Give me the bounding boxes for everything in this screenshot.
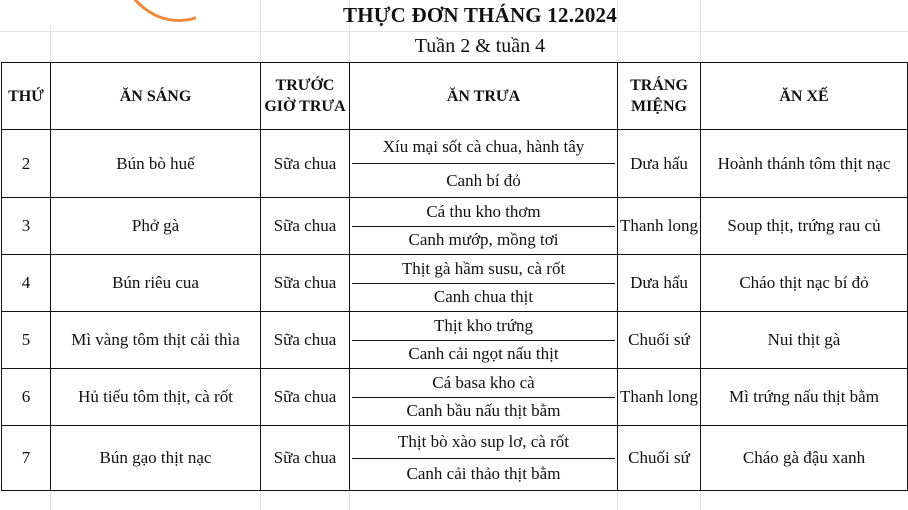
cell-breakfast: Hủ tiếu tôm thịt, cà rốt: [51, 369, 261, 426]
lunch-main-dish: Thịt gà hầm susu, cà rốt: [352, 255, 615, 284]
table-row: [2, 312, 908, 369]
table-row: [2, 130, 908, 198]
cell-snack: Mì trứng nấu thịt bằm: [701, 369, 908, 426]
table-row: [2, 255, 908, 312]
cell-before-lunch: Sữa chua: [261, 369, 350, 426]
table-row: [2, 369, 908, 426]
cell-lunch: [350, 426, 618, 491]
cell-dessert: Chuối sứ: [618, 312, 701, 369]
cell-dessert: Thanh long: [618, 198, 701, 255]
header-lunch: ĂN TRƯA: [350, 63, 618, 130]
logo: [50, 0, 196, 24]
cell-snack: Hoành thánh tôm thịt nạc: [701, 130, 908, 198]
lunch-main-dish: Thịt bò xào sup lơ, cà rốt: [352, 426, 615, 459]
cell-day: 6: [2, 369, 51, 426]
cell-day: 7: [2, 426, 51, 491]
cell-snack: Soup thịt, trứng rau củ: [701, 198, 908, 255]
header-snack: ĂN XẾ: [701, 63, 908, 130]
cell-breakfast: Mì vàng tôm thịt cải thìa: [51, 312, 261, 369]
table-row: [2, 198, 908, 255]
cell-day: 4: [2, 255, 51, 312]
page-subtitle: Tuần 2 & tuần 4: [414, 35, 546, 57]
cell-before-lunch: Sữa chua: [261, 426, 350, 491]
lunch-main-dish: Cá thu kho thơm: [352, 198, 615, 227]
header-breakfast: ĂN SÁNG: [51, 63, 261, 130]
cell-snack: Cháo gà đậu xanh: [701, 426, 908, 491]
lunch-soup: Canh bí đỏ: [446, 170, 521, 190]
lunch-soup: Canh mướp, mồng tơi: [408, 230, 559, 250]
cell-before-lunch: Sữa chua: [261, 312, 350, 369]
cell-day: 2: [2, 130, 51, 198]
page-title: THỰC ĐƠN THÁNG 12.2024: [343, 3, 617, 27]
menu-table: [1, 62, 908, 491]
lunch-main-dish: Xíu mại sốt cà chua, hành tây: [352, 130, 615, 164]
header-row: [2, 63, 908, 130]
lunch-soup: Canh bầu nấu thịt bằm: [406, 401, 561, 421]
lunch-soup: Canh cải ngọt nấu thịt: [408, 344, 559, 364]
cell-lunch: [350, 255, 618, 312]
cell-dessert: Chuối sứ: [618, 426, 701, 491]
cell-lunch: [350, 198, 618, 255]
cell-breakfast: Bún riêu cua: [51, 255, 261, 312]
cell-breakfast: Phở gà: [51, 198, 261, 255]
cell-dessert: Dưa hấu: [618, 130, 701, 198]
cell-before-lunch: Sữa chua: [261, 198, 350, 255]
cell-lunch: [350, 130, 618, 198]
gridline: [0, 31, 908, 32]
cell-before-lunch: Sữa chua: [261, 130, 350, 198]
header-dessert: TRÁNG MIỆNG: [618, 63, 701, 130]
cell-day: 5: [2, 312, 51, 369]
cell-dessert: Dưa hấu: [618, 255, 701, 312]
cell-snack: Cháo thịt nạc bí đỏ: [701, 255, 908, 312]
table-row: [2, 426, 908, 491]
header-day: THỨ: [2, 63, 51, 130]
cell-lunch: [350, 369, 618, 426]
lunch-main-dish: Cá basa kho cà: [352, 369, 615, 398]
cell-day: 3: [2, 198, 51, 255]
cell-breakfast: Bún gạo thịt nạc: [51, 426, 261, 491]
cell-breakfast: Bún bò huế: [51, 130, 261, 198]
cell-lunch: [350, 312, 618, 369]
lunch-soup: Canh chua thịt: [433, 287, 534, 307]
header-before-lunch: TRƯỚC GIỜ TRƯA: [261, 63, 350, 130]
logo-circle-icon: [116, 0, 196, 22]
cell-before-lunch: Sữa chua: [261, 255, 350, 312]
lunch-soup: Canh cải thảo thịt bằm: [406, 464, 561, 484]
cell-snack: Nui thịt gà: [701, 312, 908, 369]
cell-dessert: Thanh long: [618, 369, 701, 426]
lunch-main-dish: Thịt kho trứng: [352, 312, 615, 341]
